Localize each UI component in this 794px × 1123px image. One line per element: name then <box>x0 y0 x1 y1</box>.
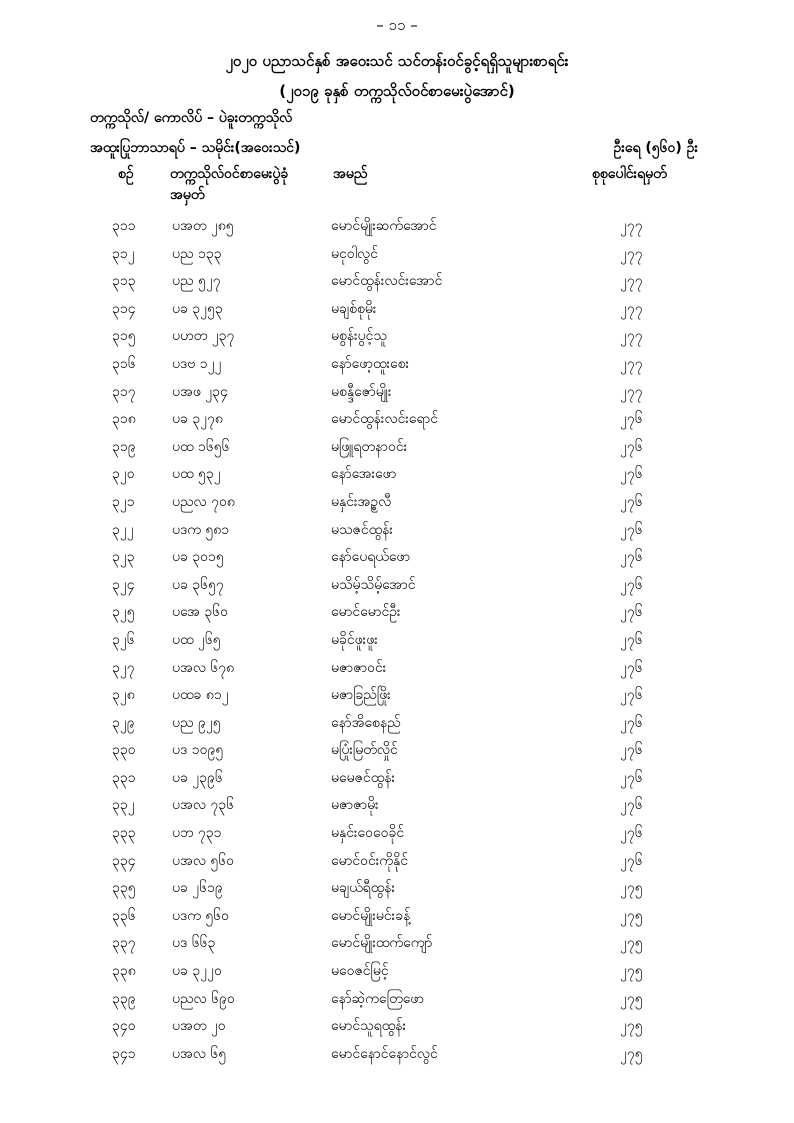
roll-no-cell: ပဒ ၁၀၉၅ <box>172 742 224 759</box>
roll-no-cell: ပအတ ၂၈၅ <box>172 218 234 234</box>
serial-cell: ၃၁၉ <box>112 438 136 455</box>
roll-no-cell: ပဒ ၆၆၃ <box>172 935 216 952</box>
name-cell: မဖြူရတနာဝင်း <box>331 438 408 455</box>
table-row <box>0 244 794 272</box>
serial-cell: ၃၂၈ <box>112 687 135 704</box>
score-cell: ၂၇၆ <box>620 604 643 621</box>
score-cell: ၂၇၆ <box>620 576 643 593</box>
table-row <box>0 851 794 879</box>
roll-no-cell: ပခ ၃၂၇၈ <box>172 411 223 428</box>
table-row <box>0 464 794 492</box>
score-cell: ၂၇၆ <box>620 714 643 731</box>
score-cell: ၂၇၅ <box>620 907 643 924</box>
document-subtitle: (၂၀၁၉ ခုနှစ် တက္ကသိုလ်ဝင်စာမေးပွဲအောင်) <box>279 82 515 100</box>
name-cell: နော်ဆဲ့ကတြေဖော <box>331 990 425 1007</box>
roll-no-cell: ပအဖ ၂၃၄ <box>172 383 228 400</box>
serial-cell: ၃၁၅ <box>112 328 136 345</box>
roll-no-cell: ပထခ ၈၁၂ <box>172 687 229 704</box>
roll-no-cell: ပခ ၃၆၅၇ <box>172 576 224 593</box>
serial-cell: ၃၄၁ <box>112 1045 136 1062</box>
serial-cell: ၃၁၃ <box>112 273 136 290</box>
serial-cell: ၃၂၇ <box>112 659 135 676</box>
table-row <box>0 795 794 823</box>
table-row <box>0 382 794 410</box>
roll-no-cell: ပည ၅၂၇ <box>172 273 221 290</box>
column-header-roll-no: တက္ကသိုလ်ဝင်စာမေးပွဲခုံအမှတ် <box>170 166 289 203</box>
score-cell: ၂၇၆ <box>620 687 643 704</box>
page-number: – ၁၁ – <box>376 16 418 34</box>
score-cell: ၂၇၇ <box>620 273 643 290</box>
serial-cell: ၃၂၆ <box>112 631 135 648</box>
name-cell: မပြုံးမြတ်လှိုင် <box>331 742 398 759</box>
score-cell: ၂၇၅ <box>620 935 643 952</box>
roll-no-cell: ပအလ ၆၅ <box>172 1045 227 1062</box>
roll-no-cell: ပည ၉၂၅ <box>172 714 221 731</box>
roll-no-cell: ပဟတ ၂၃၇ <box>172 328 235 345</box>
serial-cell: ၃၁၇ <box>112 383 136 400</box>
table-row <box>0 933 794 961</box>
table-row <box>0 547 794 575</box>
score-cell: ၂၇၆ <box>620 466 643 483</box>
score-cell: ၂၇၆ <box>620 411 643 428</box>
table-row <box>0 354 794 382</box>
serial-cell: ၃၂၅ <box>112 604 135 621</box>
table-row <box>0 713 794 741</box>
serial-cell: ၃၂၀ <box>112 466 135 483</box>
name-cell: မောင်မျိုးမင်းခန့် <box>331 907 411 924</box>
roll-no-cell: ပထ ၂၆၅ <box>172 631 221 648</box>
name-cell: မမေဇင်ထွန်း <box>331 769 396 786</box>
score-cell: ၂၇၅ <box>620 1045 643 1062</box>
serial-cell: ၃၃၆ <box>112 907 136 924</box>
score-cell: ၂၇၆ <box>620 549 643 566</box>
column-header-serial: စဉ် <box>118 166 134 182</box>
name-cell: မောင်မောင်ဦး <box>331 604 401 621</box>
roll-no-cell: ပခ ၂၆၁၉ <box>172 880 223 897</box>
score-cell: ၂၇၆ <box>620 825 643 842</box>
table-row <box>0 768 794 796</box>
score-cell: ၂၇၆ <box>620 797 643 814</box>
roll-no-cell: ပခ ၃၀၁၅ <box>172 549 224 566</box>
table-row <box>0 409 794 437</box>
serial-cell: ၃၂၃ <box>112 549 135 566</box>
table-row <box>0 823 794 851</box>
name-cell: မချယ်ရီထွန်း <box>331 880 396 897</box>
table-row <box>0 299 794 327</box>
name-cell: မောင်မျိုးဆက်အောင် <box>331 218 437 234</box>
score-cell: ၂၇၇ <box>620 328 643 345</box>
table-row <box>0 326 794 354</box>
name-cell: နော်ဖော့ထူးစေး <box>331 355 410 372</box>
score-cell: ၂၇၇ <box>620 355 643 372</box>
name-cell: မချစ်စုမိုး <box>331 300 377 317</box>
score-cell: ၂၇၆ <box>620 631 643 648</box>
name-cell: မောင်ထွန်းလင်းရောင် <box>331 411 439 428</box>
table-row <box>0 271 794 299</box>
score-cell: ၂၇၇ <box>620 300 643 317</box>
score-cell: ၂၇၆ <box>620 438 643 455</box>
name-cell: မောင်ဝင်းကိုနိုင် <box>331 852 408 869</box>
name-cell: မဇာဇာမိုး <box>331 797 379 814</box>
score-cell: ၂၇၅ <box>620 990 643 1007</box>
table-row <box>0 216 794 244</box>
table-row <box>0 1016 794 1044</box>
column-header-name: အမည် <box>333 166 368 182</box>
table-row <box>0 602 794 630</box>
serial-cell: ၃၃၂ <box>112 797 135 814</box>
score-cell: ၂၇၅ <box>620 1018 643 1035</box>
score-cell: ၂၇၆ <box>620 493 643 510</box>
name-cell: မောင်မျိုးထက်ကျော် <box>331 935 433 952</box>
table-row <box>0 658 794 686</box>
name-cell: မစန္ဒီဇော်မျိုး <box>331 383 392 400</box>
serial-cell: ၃၂၂ <box>112 521 134 538</box>
serial-cell: ၃၁၂ <box>112 245 135 262</box>
score-cell: ၂၇၇ <box>620 245 643 262</box>
score-cell: ၂၇၅ <box>620 880 643 897</box>
table-row <box>0 685 794 713</box>
table-row <box>0 906 794 934</box>
serial-cell: ၃၃၀ <box>112 742 136 759</box>
column-header-score: စုစုပေါင်းရမှတ် <box>592 166 667 182</box>
score-cell: ၂၇၆ <box>620 521 643 538</box>
score-cell: ၂၇၇ <box>620 383 643 400</box>
table-row <box>0 630 794 658</box>
serial-cell: ၃၁၁ <box>112 218 136 234</box>
name-cell: မနှင်းအဥ္စလီ <box>331 493 392 510</box>
score-cell: ၂၇၆ <box>620 769 643 786</box>
table-row <box>0 437 794 465</box>
table-row <box>0 520 794 548</box>
table-row <box>0 740 794 768</box>
serial-cell: ၃၂၄ <box>112 576 135 593</box>
name-cell: မနှင်းဝေဝေခိုင် <box>331 825 405 842</box>
serial-cell: ၃၃၅ <box>112 880 136 897</box>
roll-no-cell: ပဒဗ ၁၂၂ <box>172 355 222 372</box>
serial-cell: ၃၄၀ <box>112 1018 136 1035</box>
serial-cell: ၃၂၉ <box>112 714 135 731</box>
roll-no-cell: ပဒက ၅၈၁ <box>172 521 230 538</box>
serial-cell: ၃၁၄ <box>112 300 136 317</box>
name-cell: နော်အေးဖော <box>331 466 397 483</box>
serial-cell: ၃၂၁ <box>112 493 135 510</box>
serial-cell: ၃၃၁ <box>112 769 136 786</box>
roll-no-cell: ပညလ ၇၀၈ <box>172 493 235 510</box>
roll-no-cell: ပအလ ၆၇၈ <box>172 659 235 676</box>
total-count: ဦးရေ (၅၆၀) ဦး <box>613 140 698 156</box>
name-cell: မောင်နောင်နောင်လွင် <box>331 1045 438 1062</box>
roll-no-cell: ပထ ၁၆၅၆ <box>172 438 230 455</box>
name-cell: နော်ပေရယ်ဖော <box>331 549 411 566</box>
table-row <box>0 492 794 520</box>
roll-no-cell: ပခ ၃၂၅၃ <box>172 300 223 317</box>
score-cell: ၂၇၅ <box>620 963 643 980</box>
score-cell: ၂၇၆ <box>620 659 643 676</box>
serial-cell: ၃၃၉ <box>112 990 136 1007</box>
roll-no-cell: ပထ ၅၃၂ <box>172 466 221 483</box>
roll-no-cell: ပဒက ၅၆၀ <box>172 907 230 924</box>
results-table <box>0 216 794 1071</box>
serial-cell: ၃၁၆ <box>112 355 136 372</box>
roll-no-cell: ပဘ ၇၃၁ <box>172 825 222 842</box>
table-row <box>0 989 794 1017</box>
name-cell: မဇာဇာဝင်း <box>331 659 387 676</box>
major-line: အထူးပြုဘာသာရပ် – သမိုင်း(အဝေးသင်) <box>90 140 301 156</box>
name-cell: နော်အိစေနည် <box>331 714 401 731</box>
table-row <box>0 961 794 989</box>
name-cell: မဇာခြည်ဖြိုး <box>331 687 391 704</box>
name-cell: မစွန်းပွင့်သူ <box>331 328 387 345</box>
serial-cell: ၃၁၈ <box>112 411 136 428</box>
name-cell: မောင်သူရထွန်း <box>331 1018 407 1035</box>
serial-cell: ၃၃၄ <box>112 852 136 869</box>
serial-cell: ၃၃၃ <box>112 825 136 842</box>
roll-no-cell: ပအလ ၇၃၆ <box>172 797 235 814</box>
roll-no-cell: ပခ ၃၂၂၀ <box>172 963 222 980</box>
serial-cell: ၃၃၇ <box>112 935 136 952</box>
table-row <box>0 878 794 906</box>
roll-no-cell: ပညလ ၆၉၀ <box>172 990 235 1007</box>
name-cell: မခိုင်ဖူးဖူး <box>331 631 378 648</box>
name-cell: မောင်ထွန်းလင်းအောင် <box>331 273 443 290</box>
score-cell: ၂၇၆ <box>620 742 643 759</box>
score-cell: ၂၇၇ <box>620 218 643 234</box>
table-row <box>0 1044 794 1072</box>
name-cell: မသဇင်ထွန်း <box>331 521 393 538</box>
name-cell: မသိမ့်သိမ့်အောင် <box>331 576 416 593</box>
table-row <box>0 575 794 603</box>
roll-no-cell: ပအေ ၃၆၀ <box>172 604 228 621</box>
score-cell: ၂၇၆ <box>620 852 643 869</box>
roll-no-cell: ပခ ၂၃၉၆ <box>172 769 223 786</box>
serial-cell: ၃၃၈ <box>112 963 136 980</box>
roll-no-cell: ပအတ ၂၀ <box>172 1018 226 1035</box>
university-line: တက္ကသိုလ်/ ကောလိပ် – ပဲခူးတက္ကသိုလ် <box>90 110 293 126</box>
roll-no-cell: ပအလ ၅၆၀ <box>172 852 235 869</box>
roll-no-cell: ပည ၁၃၃ <box>172 245 222 262</box>
name-cell: မဝေဇင်မြင့် <box>331 963 389 980</box>
document-title: ၂၀၂၀ ပညာသင်နှစ် အဝေးသင် သင်တန်းဝင်ခွင့်ရရှိသူများစာရင်း <box>225 52 569 70</box>
name-cell: မငုဝါလွင် <box>331 245 378 262</box>
